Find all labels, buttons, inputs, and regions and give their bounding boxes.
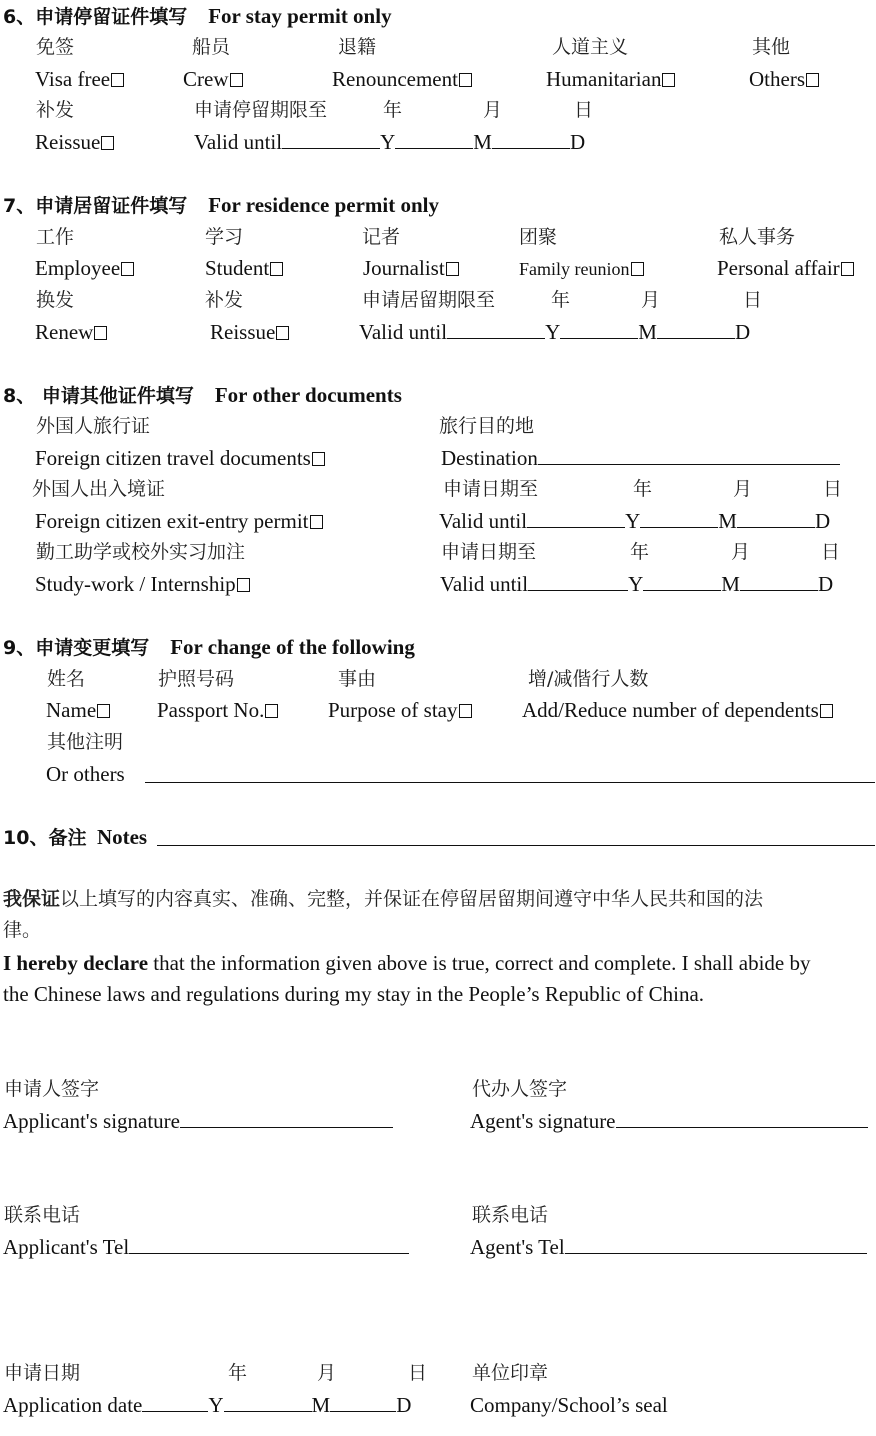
section-7-heading <box>3 193 439 218</box>
destination-label: Destination <box>441 446 538 470</box>
exit-valid-label: Valid until <box>439 509 528 533</box>
passport-checkbox[interactable] <box>265 704 278 718</box>
exit-valid-until <box>439 509 830 533</box>
employee-option[interactable] <box>35 256 134 280</box>
agent-tel-label-cn: 联系电话 <box>472 1204 549 1226</box>
study-day-cn: 日 <box>821 541 841 563</box>
application-year-cn: 年 <box>228 1362 248 1384</box>
purpose-checkbox[interactable] <box>459 704 472 718</box>
residence-month-cn: 月 <box>641 289 661 311</box>
travel-doc-option[interactable] <box>35 446 325 470</box>
other-label-cn: 其他注明 <box>47 731 124 753</box>
residence-valid-label: Valid until <box>359 320 448 344</box>
study-month-cn: 月 <box>731 541 751 563</box>
residence-reissue-label: Reissue <box>210 320 276 344</box>
stay-day-letter: D <box>569 130 586 154</box>
application-date-label: Application date <box>3 1393 143 1417</box>
others-label-cn: 其他 <box>752 36 791 58</box>
humanitarian-label-cn: 人道主义 <box>552 36 629 58</box>
declaration-cn-bold: 我保证 <box>3 888 61 910</box>
exit-year-letter: Y <box>625 509 641 533</box>
crew-option[interactable] <box>183 67 243 91</box>
others-option[interactable] <box>749 67 819 91</box>
reissue-label-cn: 补发 <box>36 99 75 121</box>
study-work-option[interactable] <box>35 572 250 596</box>
application-month-cn: 月 <box>317 1362 337 1384</box>
declaration-cn-text: 以上填写的内容真实、准确、完整，并保证在停留居留期间遵守中华人民共和国的法 <box>60 888 764 910</box>
travel-doc-label-cn: 外国人旅行证 <box>36 415 151 437</box>
declaration-en-line-2: the Chinese laws and regulations during my stay in the People’s Republic of China. <box>3 982 705 1006</box>
journalist-checkbox[interactable] <box>446 262 459 276</box>
study-work-label-cn: 勤工助学或校外实习加注 <box>36 541 246 563</box>
application-day-field[interactable] <box>330 1393 396 1412</box>
section-10-number: 10、备注 <box>3 827 87 849</box>
application-year-field[interactable] <box>142 1393 208 1412</box>
study-year-field[interactable] <box>528 572 628 591</box>
notes-field[interactable] <box>157 845 875 846</box>
humanitarian-label: Humanitarian <box>546 67 662 91</box>
section-8-heading <box>3 383 402 408</box>
visa-free-label: Visa free <box>35 67 111 91</box>
applicant-signature-field[interactable] <box>180 1109 393 1128</box>
renouncement-checkbox[interactable] <box>459 73 472 87</box>
visa-free-option[interactable] <box>35 67 124 91</box>
stay-year-field[interactable] <box>282 130 380 149</box>
residence-year-letter: Y <box>545 320 561 344</box>
applicant-tel-row <box>3 1235 409 1259</box>
family-reunion-label: Family reunion <box>519 259 630 279</box>
exit-day-field[interactable] <box>737 509 815 528</box>
renew-label: Renew <box>35 320 94 344</box>
applicant-signature-label-cn: 申请人签字 <box>4 1078 100 1100</box>
purpose-label-cn: 事由 <box>338 668 377 690</box>
student-label-cn: 学习 <box>205 226 244 248</box>
section-6-number: 6、申请停留证件填写 <box>3 6 188 28</box>
residence-reissue-option[interactable] <box>210 320 289 344</box>
residence-valid-until <box>359 320 750 344</box>
stay-valid-label: Valid until <box>194 130 283 154</box>
residence-year-field[interactable] <box>447 320 545 339</box>
employee-label: Employee <box>35 256 121 280</box>
exit-date-label-cn: 申请日期至 <box>443 478 539 500</box>
purpose-option[interactable] <box>328 698 472 722</box>
study-date-label-cn: 申请日期至 <box>441 541 537 563</box>
personal-affair-checkbox[interactable] <box>841 262 854 276</box>
destination-label-cn: 旅行目的地 <box>439 415 535 437</box>
exit-entry-checkbox[interactable] <box>310 515 323 529</box>
name-label-cn: 姓名 <box>47 668 86 690</box>
residence-reissue-label-cn: 补发 <box>205 289 244 311</box>
study-work-label: Study-work / Internship <box>35 572 236 596</box>
reissue-option[interactable] <box>35 130 114 154</box>
passport-option[interactable] <box>157 698 278 722</box>
family-reunion-option[interactable] <box>519 256 644 281</box>
stay-day-field[interactable] <box>492 130 570 149</box>
crew-label-cn: 船员 <box>192 36 231 58</box>
renew-option[interactable] <box>35 320 107 344</box>
declaration-cn-line-1 <box>3 887 763 911</box>
dependents-option[interactable] <box>522 698 833 722</box>
section-9-heading <box>3 635 415 660</box>
family-reunion-label-cn: 团聚 <box>519 226 558 248</box>
residence-valid-label-cn: 申请居留期限至 <box>362 289 496 311</box>
visa-free-label-cn: 免签 <box>36 36 75 58</box>
reissue-label: Reissue <box>35 130 101 154</box>
seal-label-cn: 单位印章 <box>472 1362 549 1384</box>
application-date-label-cn: 申请日期 <box>4 1362 81 1384</box>
name-option[interactable] <box>46 698 110 722</box>
purpose-label: Purpose of stay <box>328 698 458 722</box>
application-month-field[interactable] <box>224 1393 312 1412</box>
name-checkbox[interactable] <box>97 704 110 718</box>
agent-signature-label-cn: 代办人签字 <box>472 1078 568 1100</box>
applicant-tel-label-cn: 联系电话 <box>4 1204 81 1226</box>
employee-checkbox[interactable] <box>121 262 134 276</box>
destination-field[interactable] <box>538 446 840 465</box>
crew-label: Crew <box>183 67 229 91</box>
other-label: Or others <box>46 762 125 786</box>
exit-entry-label-cn: 外国人出入境证 <box>32 478 166 500</box>
exit-entry-label: Foreign citizen exit-entry permit <box>35 509 309 533</box>
residence-day-letter: D <box>734 320 751 344</box>
section-7-title: For residence permit only <box>208 193 439 217</box>
declaration-en-text: that the information given above is true, correct and complete. I shall abide by <box>148 951 811 975</box>
agent-signature-row <box>470 1109 868 1133</box>
section-6-heading <box>3 4 392 29</box>
agent-signature-field[interactable] <box>616 1109 868 1128</box>
declaration-en-line-1 <box>3 951 810 975</box>
study-valid-until <box>440 572 833 596</box>
residence-day-cn: 日 <box>743 289 763 311</box>
travel-doc-label: Foreign citizen travel documents <box>35 446 311 470</box>
residence-day-field[interactable] <box>657 320 735 339</box>
visa-free-checkbox[interactable] <box>111 73 124 87</box>
student-option[interactable] <box>205 256 283 280</box>
application-year-letter: Y <box>208 1393 224 1417</box>
stay-month-field[interactable] <box>395 130 473 149</box>
stay-valid-until <box>194 130 585 154</box>
declaration-cn-line-2: 律。 <box>3 919 42 941</box>
study-month-field[interactable] <box>643 572 721 591</box>
others-label: Others <box>749 67 805 91</box>
stay-year-cn: 年 <box>383 99 403 121</box>
residence-reissue-checkbox[interactable] <box>276 326 289 340</box>
renew-checkbox[interactable] <box>94 326 107 340</box>
renouncement-label: Renouncement <box>332 67 458 91</box>
journalist-label-cn: 记者 <box>362 226 401 248</box>
study-valid-label: Valid until <box>440 572 529 596</box>
dependents-label-cn: 增/减偕行人数 <box>528 668 649 690</box>
section-9-title: For change of the following <box>170 635 415 659</box>
journalist-option[interactable] <box>363 256 459 280</box>
stay-month-letter: M <box>473 130 492 154</box>
renew-label-cn: 换发 <box>36 289 75 311</box>
study-year-cn: 年 <box>630 541 650 563</box>
exit-year-field[interactable] <box>527 509 625 528</box>
student-label: Student <box>205 256 270 280</box>
residence-year-cn: 年 <box>551 289 571 311</box>
humanitarian-checkbox[interactable] <box>662 73 675 87</box>
personal-affair-label-cn: 私人事务 <box>719 226 796 248</box>
exit-year-cn: 年 <box>633 478 653 500</box>
section-9-number: 9、申请变更填写 <box>3 637 150 659</box>
employee-label-cn: 工作 <box>36 226 75 248</box>
dependents-label: Add/Reduce number of dependents <box>522 698 819 722</box>
application-month-letter: M <box>311 1393 331 1417</box>
applicant-tel-label: Applicant's Tel <box>3 1235 130 1259</box>
declaration-en-bold: I hereby declare <box>3 951 149 975</box>
seal-label: Company/School’s seal <box>470 1393 668 1417</box>
section-8-title: For other documents <box>214 383 402 407</box>
personal-affair-label: Personal affair <box>717 256 840 280</box>
personal-affair-option[interactable] <box>717 256 854 280</box>
stay-year-letter: Y <box>380 130 396 154</box>
name-label: Name <box>46 698 97 722</box>
humanitarian-option[interactable] <box>546 67 675 91</box>
applicant-signature-row <box>3 1109 393 1133</box>
study-year-letter: Y <box>628 572 644 596</box>
crew-checkbox[interactable] <box>230 73 243 87</box>
exit-month-letter: M <box>718 509 737 533</box>
study-day-letter: D <box>817 572 834 596</box>
applicant-signature-label: Applicant's signature <box>3 1109 180 1133</box>
residence-month-letter: M <box>638 320 657 344</box>
agent-tel-label: Agent's Tel <box>470 1235 565 1259</box>
passport-label: Passport No. <box>157 698 265 722</box>
travel-doc-checkbox[interactable] <box>312 452 325 466</box>
destination-row <box>441 446 840 470</box>
application-day-cn: 日 <box>408 1362 428 1384</box>
reissue-checkbox[interactable] <box>101 136 114 150</box>
agent-signature-label: Agent's signature <box>470 1109 616 1133</box>
passport-label-cn: 护照号码 <box>158 668 235 690</box>
application-date-row <box>3 1393 411 1417</box>
residence-month-field[interactable] <box>560 320 638 339</box>
family-reunion-checkbox[interactable] <box>631 262 644 276</box>
agent-tel-field[interactable] <box>565 1235 867 1254</box>
renouncement-option[interactable] <box>332 67 472 91</box>
others-checkbox[interactable] <box>806 73 819 87</box>
section-10-heading <box>3 825 147 850</box>
exit-day-cn: 日 <box>823 478 843 500</box>
other-field[interactable] <box>145 782 875 783</box>
renouncement-label-cn: 退籍 <box>338 36 377 58</box>
study-day-field[interactable] <box>740 572 818 591</box>
section-7-number: 7、申请居留证件填写 <box>3 195 188 217</box>
study-work-checkbox[interactable] <box>237 578 250 592</box>
exit-day-letter: D <box>814 509 831 533</box>
stay-valid-label-cn: 申请停留期限至 <box>194 99 328 121</box>
student-checkbox[interactable] <box>270 262 283 276</box>
section-10-title: Notes <box>96 825 148 849</box>
stay-day-cn: 日 <box>574 99 594 121</box>
study-month-letter: M <box>721 572 740 596</box>
applicant-tel-field[interactable] <box>129 1235 409 1254</box>
application-day-letter: D <box>396 1393 412 1417</box>
exit-month-cn: 月 <box>733 478 753 500</box>
exit-month-field[interactable] <box>640 509 718 528</box>
section-8-number: 8、 申请其他证件填写 <box>3 385 194 407</box>
exit-entry-option[interactable] <box>35 509 323 533</box>
journalist-label: Journalist <box>363 256 445 280</box>
dependents-checkbox[interactable] <box>820 704 833 718</box>
stay-month-cn: 月 <box>483 99 503 121</box>
agent-tel-row <box>470 1235 867 1259</box>
section-6-title: For stay permit only <box>208 4 392 28</box>
